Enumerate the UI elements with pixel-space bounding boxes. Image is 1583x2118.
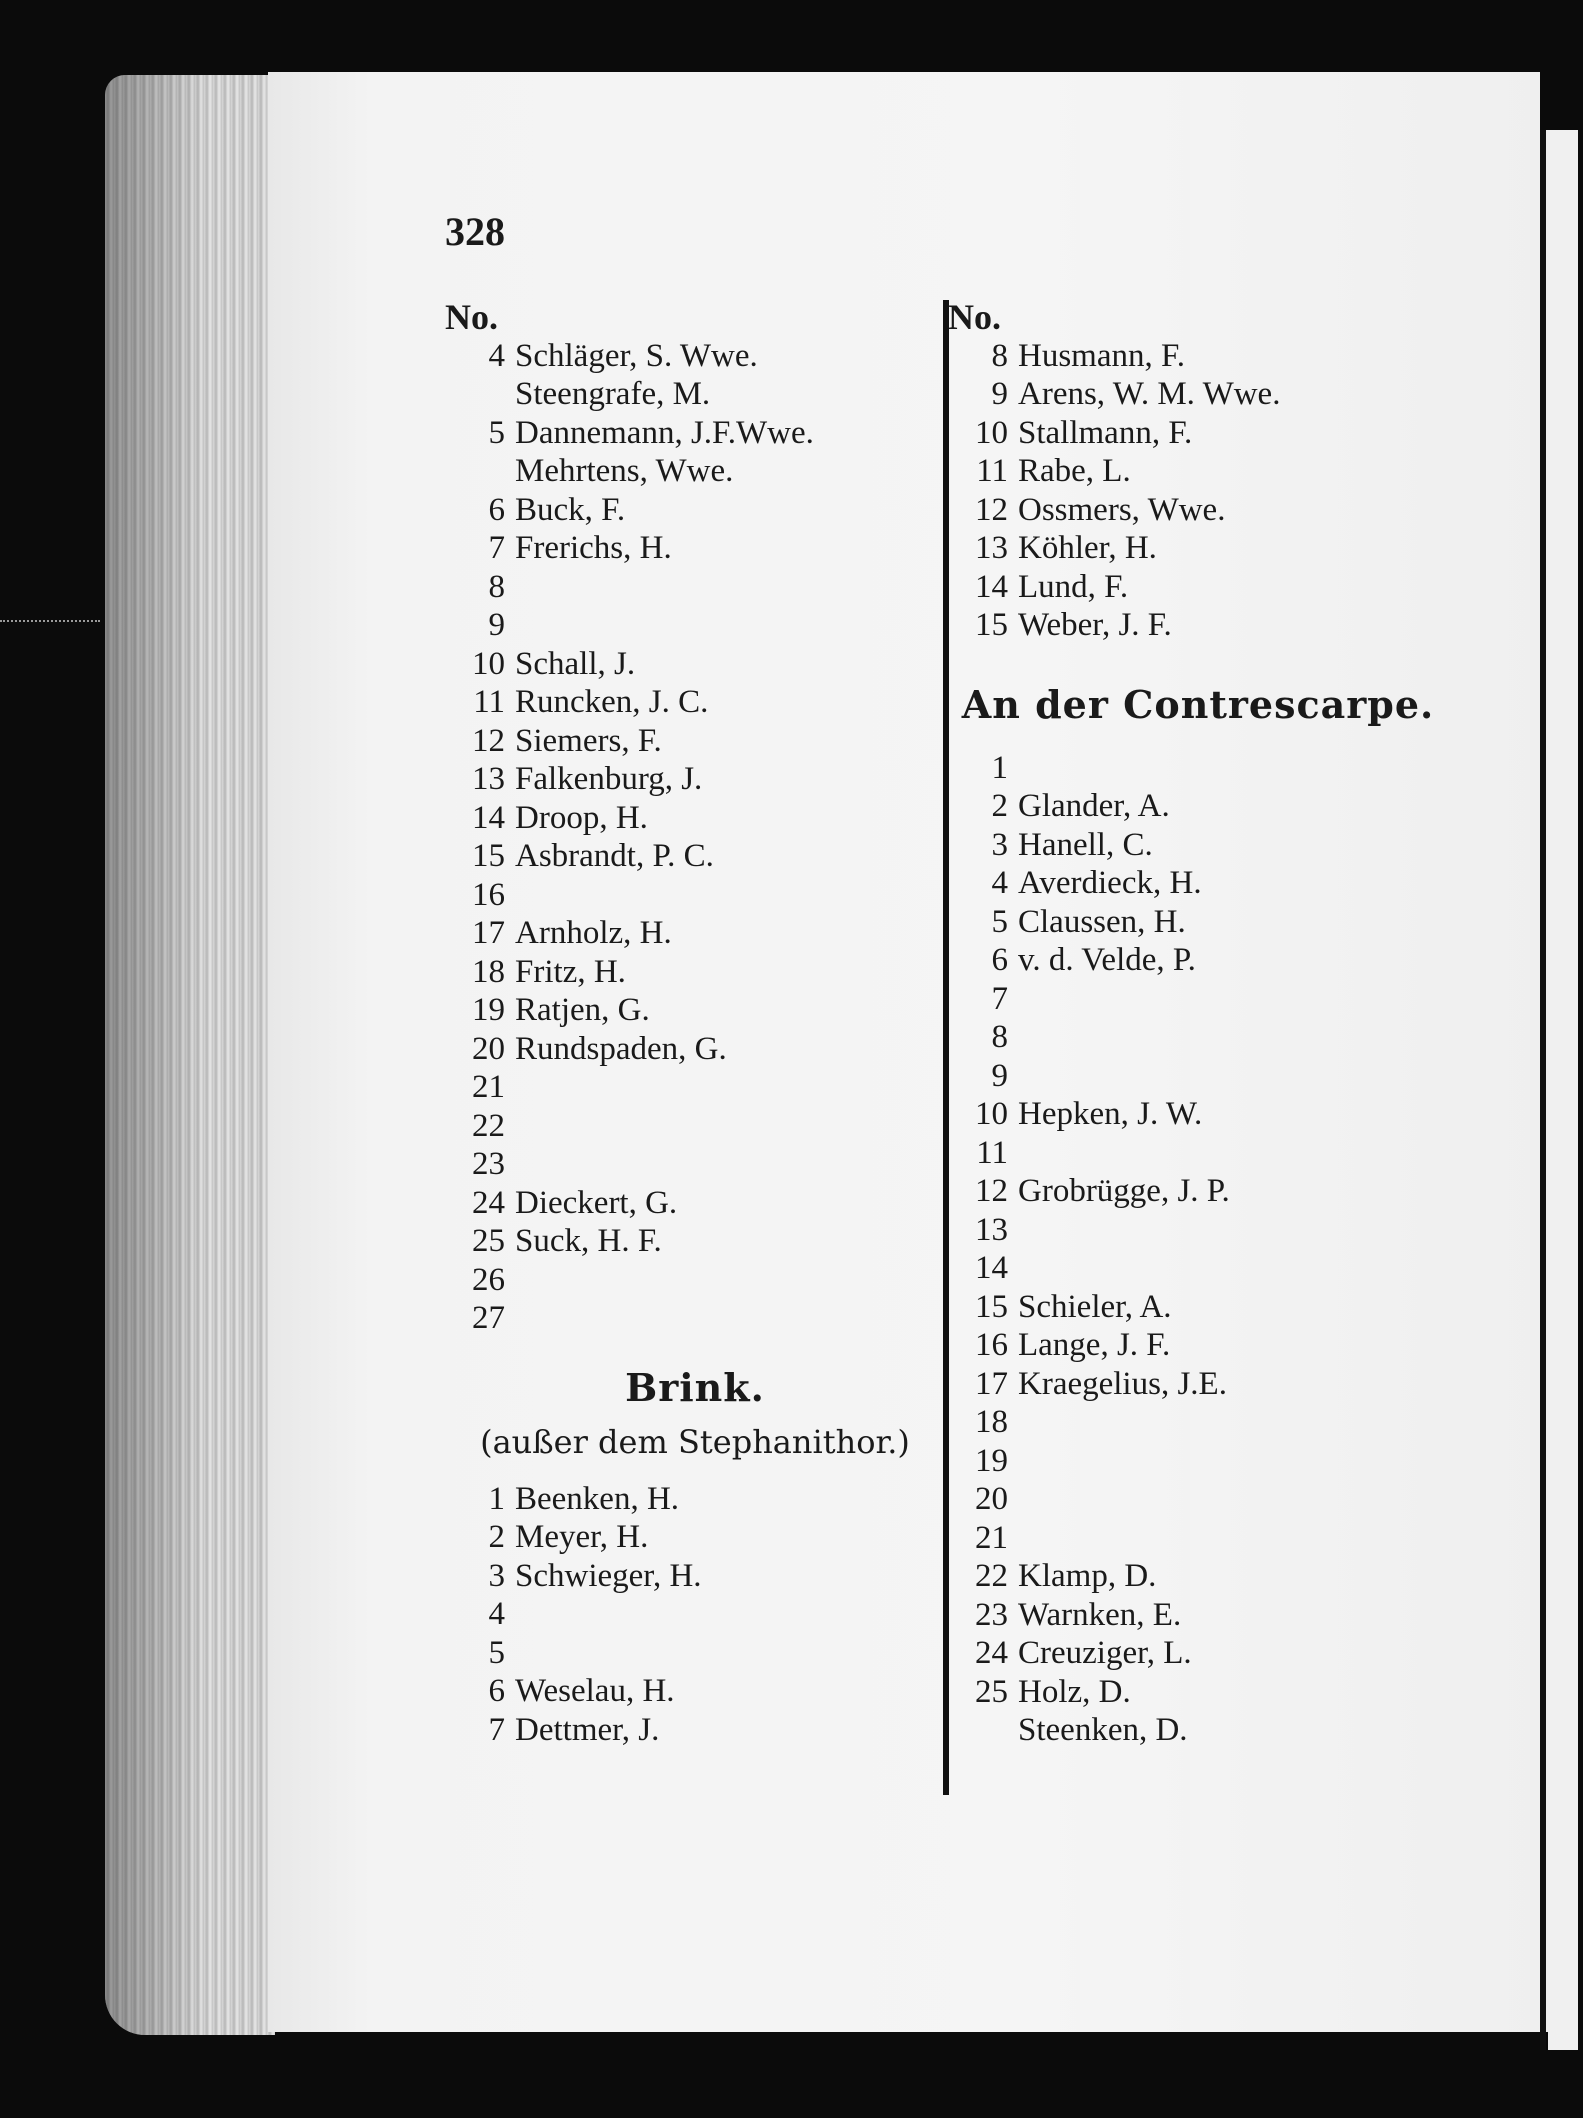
list-item [445,1480,945,1519]
house-number: 26 [472,1261,505,1298]
house-number: 13 [472,761,505,797]
house-number: 25 [472,1223,505,1259]
house-number: 7 [488,530,505,566]
list-item [445,1711,945,1750]
resident-name: Schläger, S. Wwe. [515,337,758,374]
house-number: 5 [991,903,1008,940]
list-item [445,529,945,568]
list-item [445,914,945,953]
house-number: 22 [472,1107,505,1144]
list-item [948,1134,1448,1173]
resident-name: Siemers, F. [515,722,662,759]
resident-name: Klamp, D. [1018,1558,1157,1594]
house-number: 27 [472,1300,505,1336]
list-item [948,980,1448,1019]
resident-name: Averdieck, H. [1018,865,1202,901]
house-number: 23 [975,1596,1008,1633]
house-number: 2 [488,1519,505,1555]
resident-name: Weber, J. F. [1018,607,1172,643]
house-number: 19 [975,1442,1008,1479]
gutter-line [1540,60,1546,2050]
house-number: 13 [975,1211,1008,1248]
list-item [445,837,945,876]
resident-name: Hanell, C. [1018,826,1153,863]
house-number: 23 [472,1146,505,1182]
list-item [948,864,1448,903]
house-number: 17 [472,915,505,951]
house-number: 6 [488,1673,505,1709]
house-number: 8 [991,1019,1008,1055]
list-item [948,749,1448,788]
list-item [445,1145,945,1184]
book-edge-shadow [105,75,275,2035]
left-entries-a [445,337,945,1338]
list-item [948,1557,1448,1596]
house-number: 8 [488,568,505,605]
list-item [948,568,1448,607]
house-number: 18 [472,953,505,990]
list-item [445,799,945,838]
house-number: 4 [488,337,505,374]
right-entries-b [948,749,1448,1750]
list-item [445,645,945,684]
resident-name: Schwieger, H. [515,1557,702,1594]
resident-name: Falkenburg, J. [515,761,703,797]
section-heading-brink: Brink. [625,1364,765,1410]
list-item [445,722,945,761]
resident-name: Lange, J. F. [1018,1327,1171,1363]
list-item [948,529,1448,568]
resident-name: Suck, H. F. [515,1223,662,1259]
list-item [445,1068,945,1107]
list-item [948,1249,1448,1288]
list-item [948,1095,1448,1134]
list-item [948,903,1448,942]
house-number: 17 [975,1365,1008,1402]
resident-name: Creuziger, L. [1018,1635,1192,1671]
resident-name: Husmann, F. [1018,337,1185,374]
house-number: 14 [975,1250,1008,1286]
house-number: 21 [472,1069,505,1105]
resident-name: Arnholz, H. [515,915,672,951]
left-column [445,298,945,1749]
resident-name: Dettmer, J. [515,1711,660,1748]
house-number: 10 [472,645,505,682]
house-number: 3 [488,1557,505,1594]
house-number: 24 [975,1635,1008,1671]
list-item [445,414,945,453]
resident-name: Steenken, D. [1018,1712,1188,1748]
list-item [445,568,945,607]
resident-name: Asbrandt, P. C. [515,838,714,874]
list-item [445,760,945,799]
house-number: 10 [975,414,1008,451]
house-number: 21 [975,1519,1008,1556]
scan-margin-dots [0,620,100,622]
list-item [445,1518,945,1557]
list-item [948,1480,1448,1519]
list-item [948,337,1448,376]
house-number: 20 [472,1030,505,1067]
house-number: 9 [991,376,1008,412]
list-item [948,1711,1448,1750]
resident-name: Buck, F. [515,491,626,528]
resident-name: Lund, F. [1018,568,1129,605]
list-item [445,1299,945,1338]
resident-name: Glander, A. [1018,788,1170,824]
resident-name: Rabe, L. [1018,453,1131,489]
resident-name: Holz, D. [1018,1673,1131,1710]
resident-name: Hepken, J. W. [1018,1096,1203,1132]
list-item [948,1403,1448,1442]
scan-border [1540,60,1583,130]
list-item [445,1107,945,1146]
house-number: 2 [991,788,1008,824]
house-number: 6 [991,942,1008,978]
house-number: 12 [472,722,505,759]
resident-name: v. d. Velde, P. [1018,942,1196,978]
house-number: 1 [991,749,1008,786]
list-item [948,606,1448,645]
list-item [948,1288,1448,1327]
list-item [948,1018,1448,1057]
list-item [948,1365,1448,1404]
house-number: 11 [976,1134,1008,1171]
house-number: 18 [975,1404,1008,1440]
facing-page-edge [1548,60,1578,2050]
house-number: 10 [975,1096,1008,1132]
section-heading-contrescarpe: An der Contrescarpe. [961,681,1435,727]
resident-name: Steengrafe, M. [515,376,711,412]
resident-name: Grobrügge, J. P. [1018,1173,1230,1209]
spacer [445,1466,945,1480]
list-item [445,1261,945,1300]
resident-name: Beenken, H. [515,1480,680,1517]
resident-name: Warnken, E. [1018,1596,1182,1633]
house-number: 20 [975,1481,1008,1517]
house-number: 7 [991,980,1008,1017]
spacer [948,735,1448,749]
resident-name: Runcken, J. C. [515,684,709,720]
house-number: 13 [975,530,1008,566]
right-entries-a [948,337,1448,645]
house-number: 14 [472,799,505,836]
list-item [948,414,1448,453]
list-item [948,452,1448,491]
house-number: 14 [975,568,1008,605]
house-number: 12 [975,1173,1008,1209]
list-item [948,1057,1448,1096]
page-number: 328 [445,209,505,254]
resident-name: Fritz, H. [515,953,626,990]
resident-name: Arens, W. M. Wwe. [1018,376,1281,412]
resident-name: Stallmann, F. [1018,414,1193,451]
list-item [445,1184,945,1223]
house-number: 7 [488,1711,505,1748]
list-item [948,826,1448,865]
house-number: 1 [488,1480,505,1517]
left-entries-b [445,1480,945,1750]
resident-name: Frerichs, H. [515,530,672,566]
list-item [948,1673,1448,1712]
house-number: 11 [976,453,1008,489]
resident-name: Köhler, H. [1018,530,1157,566]
list-item [445,876,945,915]
list-item [948,1326,1448,1365]
list-item [948,787,1448,826]
house-number: 4 [488,1596,505,1632]
resident-name: Schieler, A. [1018,1288,1172,1325]
list-item [445,337,945,376]
list-item [445,1030,945,1069]
resident-name: Mehrtens, Wwe. [515,453,734,489]
house-number: 22 [975,1558,1008,1594]
list-item [445,953,945,992]
list-item [445,375,945,414]
resident-name: Droop, H. [515,799,648,836]
resident-name: Rundspaden, G. [515,1030,727,1067]
house-number: 16 [975,1327,1008,1363]
house-number: 15 [975,1288,1008,1325]
resident-name: Kraegelius, J.E. [1018,1365,1227,1402]
house-number: 11 [473,684,505,720]
resident-name: Ossmers, Wwe. [1018,491,1226,528]
list-item [948,1519,1448,1558]
list-item [445,683,945,722]
list-item [445,1672,945,1711]
no-label: No. [445,297,498,337]
list-item [948,1442,1448,1481]
list-item [948,1596,1448,1635]
resident-name: Weselau, H. [515,1673,675,1709]
house-number: 5 [488,414,505,451]
list-item [948,941,1448,980]
house-number: 12 [975,491,1008,528]
house-number: 9 [488,607,505,643]
list-item [445,1222,945,1261]
house-number: 15 [472,838,505,874]
house-number: 8 [991,337,1008,374]
list-item [445,1634,945,1673]
house-number: 15 [975,607,1008,643]
resident-name: Claussen, H. [1018,903,1186,940]
house-number: 16 [472,876,505,913]
list-item [445,1595,945,1634]
house-number: 24 [472,1184,505,1221]
resident-name: Dieckert, G. [515,1184,678,1221]
right-column [948,298,1448,1750]
list-item [948,1172,1448,1211]
no-label: No. [948,297,1001,337]
spacer [445,1338,945,1358]
list-item [948,1634,1448,1673]
list-item [445,991,945,1030]
list-item [445,452,945,491]
resident-name: Ratjen, G. [515,992,650,1028]
resident-name: Dannemann, J.F.Wwe. [515,414,814,451]
resident-name: Schall, J. [515,645,636,682]
house-number: 6 [488,491,505,528]
list-item [445,491,945,530]
section-subheading: (außer dem Stephanithor.) [480,1422,910,1461]
house-number: 9 [991,1057,1008,1094]
spacer [948,645,1448,675]
list-item [948,1211,1448,1250]
house-number: 25 [975,1673,1008,1710]
house-number: 5 [488,1634,505,1671]
house-number: 4 [991,865,1008,901]
list-item [445,1557,945,1596]
list-item [948,491,1448,530]
list-item [948,375,1448,414]
house-number: 3 [991,826,1008,863]
resident-name: Meyer, H. [515,1519,649,1555]
house-number: 19 [472,992,505,1028]
list-item [445,606,945,645]
